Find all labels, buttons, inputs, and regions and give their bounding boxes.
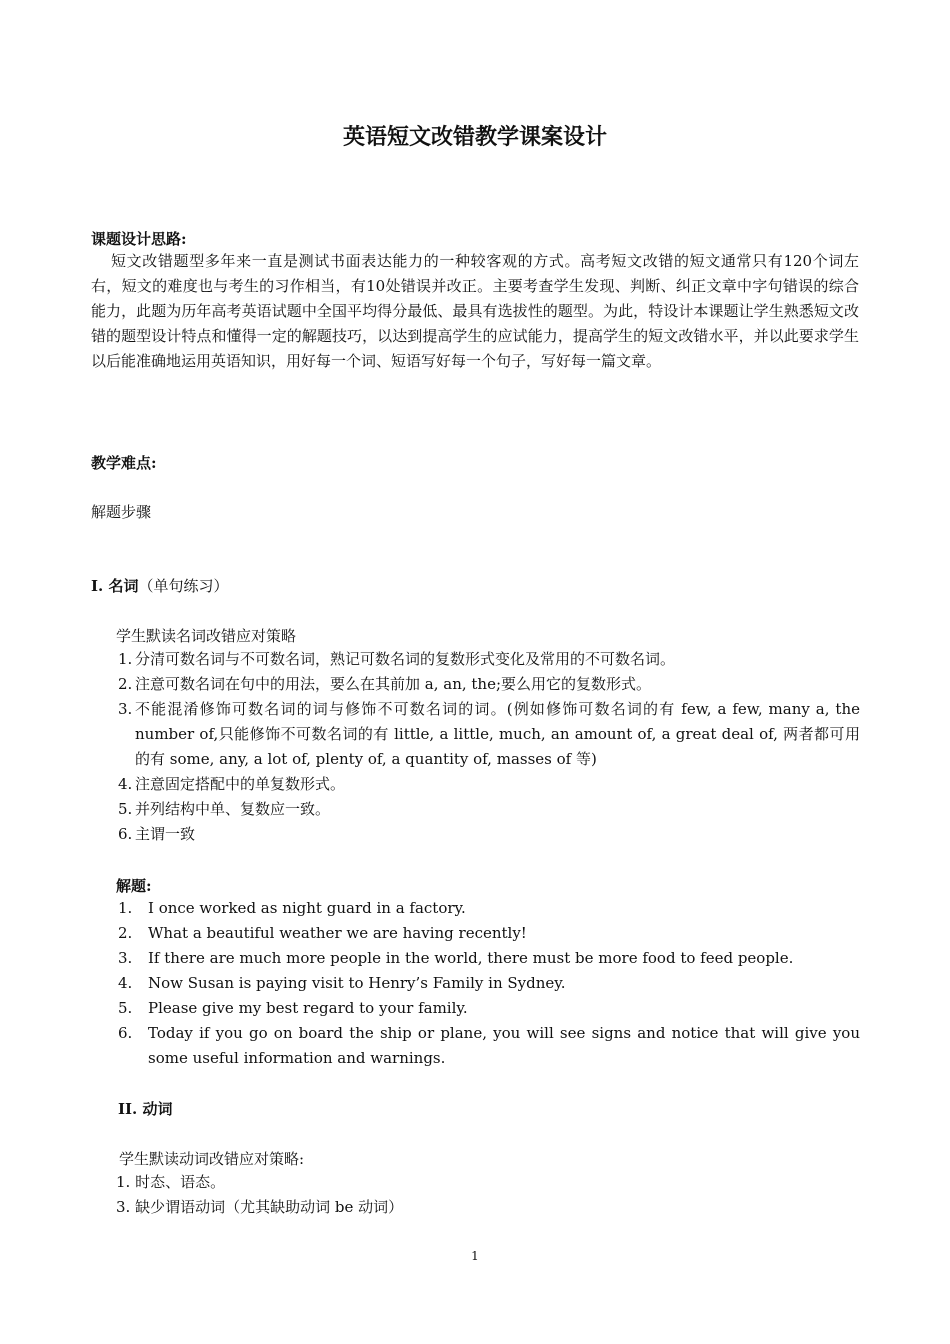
list-item-text: 注意可数名词在句中的用法，要么在其前加 a, an, the;要么用它的复数形式。 [135, 675, 652, 693]
list-item [118, 672, 860, 697]
difficulty-body: 解题步骤 [91, 503, 152, 521]
list-item-text: 不能混淆修饰可数名词的词与修饰不可数名词的词。(例如修饰可数名词的有 few, a few, many a, the number of,只能修饰不可数名词的有 little, a little, much, an amount of, a great deal of, 两者都可用的有 some, any, a lot of, plenty of, a quantity of, masses of 等) [135, 700, 860, 768]
list-item-number: 2. [118, 675, 133, 693]
exercise-number: 6. [118, 1024, 133, 1042]
list-item-text: 分清可数名词与不可数名词，熟记可数名词的复数形式变化及常用的不可数名词。 [135, 650, 676, 668]
list-item-text: 注意固定搭配中的单复数形式。 [135, 775, 346, 793]
exercise-item [118, 971, 860, 996]
list-item-number: 4. [118, 775, 133, 793]
exercise-number: 5. [118, 999, 133, 1017]
nouns-heading [91, 575, 228, 596]
list-item [118, 647, 860, 672]
nouns-exercise-list [118, 896, 860, 1071]
list-item-text: 并列结构中单、复数应一致。 [135, 800, 331, 818]
exercise-item [118, 946, 860, 971]
exercise-text: Now Susan is paying visit to Henry’s Family in Sydney. [148, 974, 566, 992]
list-item [118, 697, 860, 772]
list-item-number: 6. [118, 825, 133, 843]
list-item [118, 772, 860, 797]
exercise-text: Today if you go on board the ship or plane, you will see signs and notice that will give you some useful information and warnings. [148, 1024, 860, 1067]
document-title: 英语短文改错教学课案设计 [342, 124, 607, 150]
exercise-number: 2. [118, 924, 133, 942]
nouns-heading-title: I. 名词 [91, 577, 139, 595]
exercise-text: If there are much more people in the world, there must be more food to feed people. [148, 949, 794, 967]
design-paragraph: 短文改错题型多年来一直是测试书面表达能力的一种较客观的方式。高考短文改错的短文通常只有120个词左右，短文的难度也与考生的习作相当，有10处错误并改正。主要考查学生发现、判断、纠正文章中字句错误的综合能力，此题为历年高考英语试题中全国平均得分最低、最具有选拔性的题型。为此，特设计本课题让学生熟悉短文改错的题型设计特点和懂得一定的解题技巧，以达到提高学生的应试能力，提高学生的短文改错水平，并以此要求学生以后能准确地运用英语知识，用好每一个词、短语写好每一个句子，写好每一篇文章。 [91, 252, 859, 370]
exercise-number: 4. [118, 974, 133, 992]
list-item-number: 5. [118, 800, 133, 818]
exercise-item [118, 896, 860, 921]
difficulty-label: 教学难点: [91, 454, 157, 472]
nouns-strategy-list [118, 647, 860, 847]
page-number: 1 [471, 1249, 479, 1263]
list-item: 3. 缺少谓语动词（尤其缺助动词 be 动词） [116, 1198, 404, 1216]
list-item-text: 主谓一致 [135, 825, 196, 843]
list-item [118, 822, 860, 847]
exercise-item [118, 996, 860, 1021]
list-item-number: 1. [118, 650, 133, 668]
verbs-strategy-intro: 学生默读动词改错应对策略: [119, 1150, 305, 1168]
nouns-heading-note: （单句练习） [138, 577, 229, 595]
exercise-item [118, 921, 860, 946]
verbs-strategy-list [116, 1170, 403, 1220]
list-item-number: 3. [118, 700, 133, 718]
exercise-number: 3. [118, 949, 133, 967]
exercise-number: 1. [118, 899, 133, 917]
exercise-item [118, 1021, 860, 1071]
verbs-heading [118, 1098, 172, 1119]
exercise-text: I once worked as night guard in a factory. [148, 899, 466, 917]
list-item [118, 797, 860, 822]
exercise-text: What a beautiful weather we are having recently! [148, 924, 527, 942]
exercise-text: Please give my best regard to your family. [148, 999, 468, 1017]
verbs-heading-title: II. 动词 [118, 1100, 173, 1118]
design-label: 课题设计思路: [91, 230, 187, 248]
nouns-exercise-label: 解题: [116, 877, 152, 895]
list-item: 1. 时态、语态。 [116, 1173, 226, 1191]
nouns-strategy-intro: 学生默读名词改错应对策略 [116, 627, 297, 645]
